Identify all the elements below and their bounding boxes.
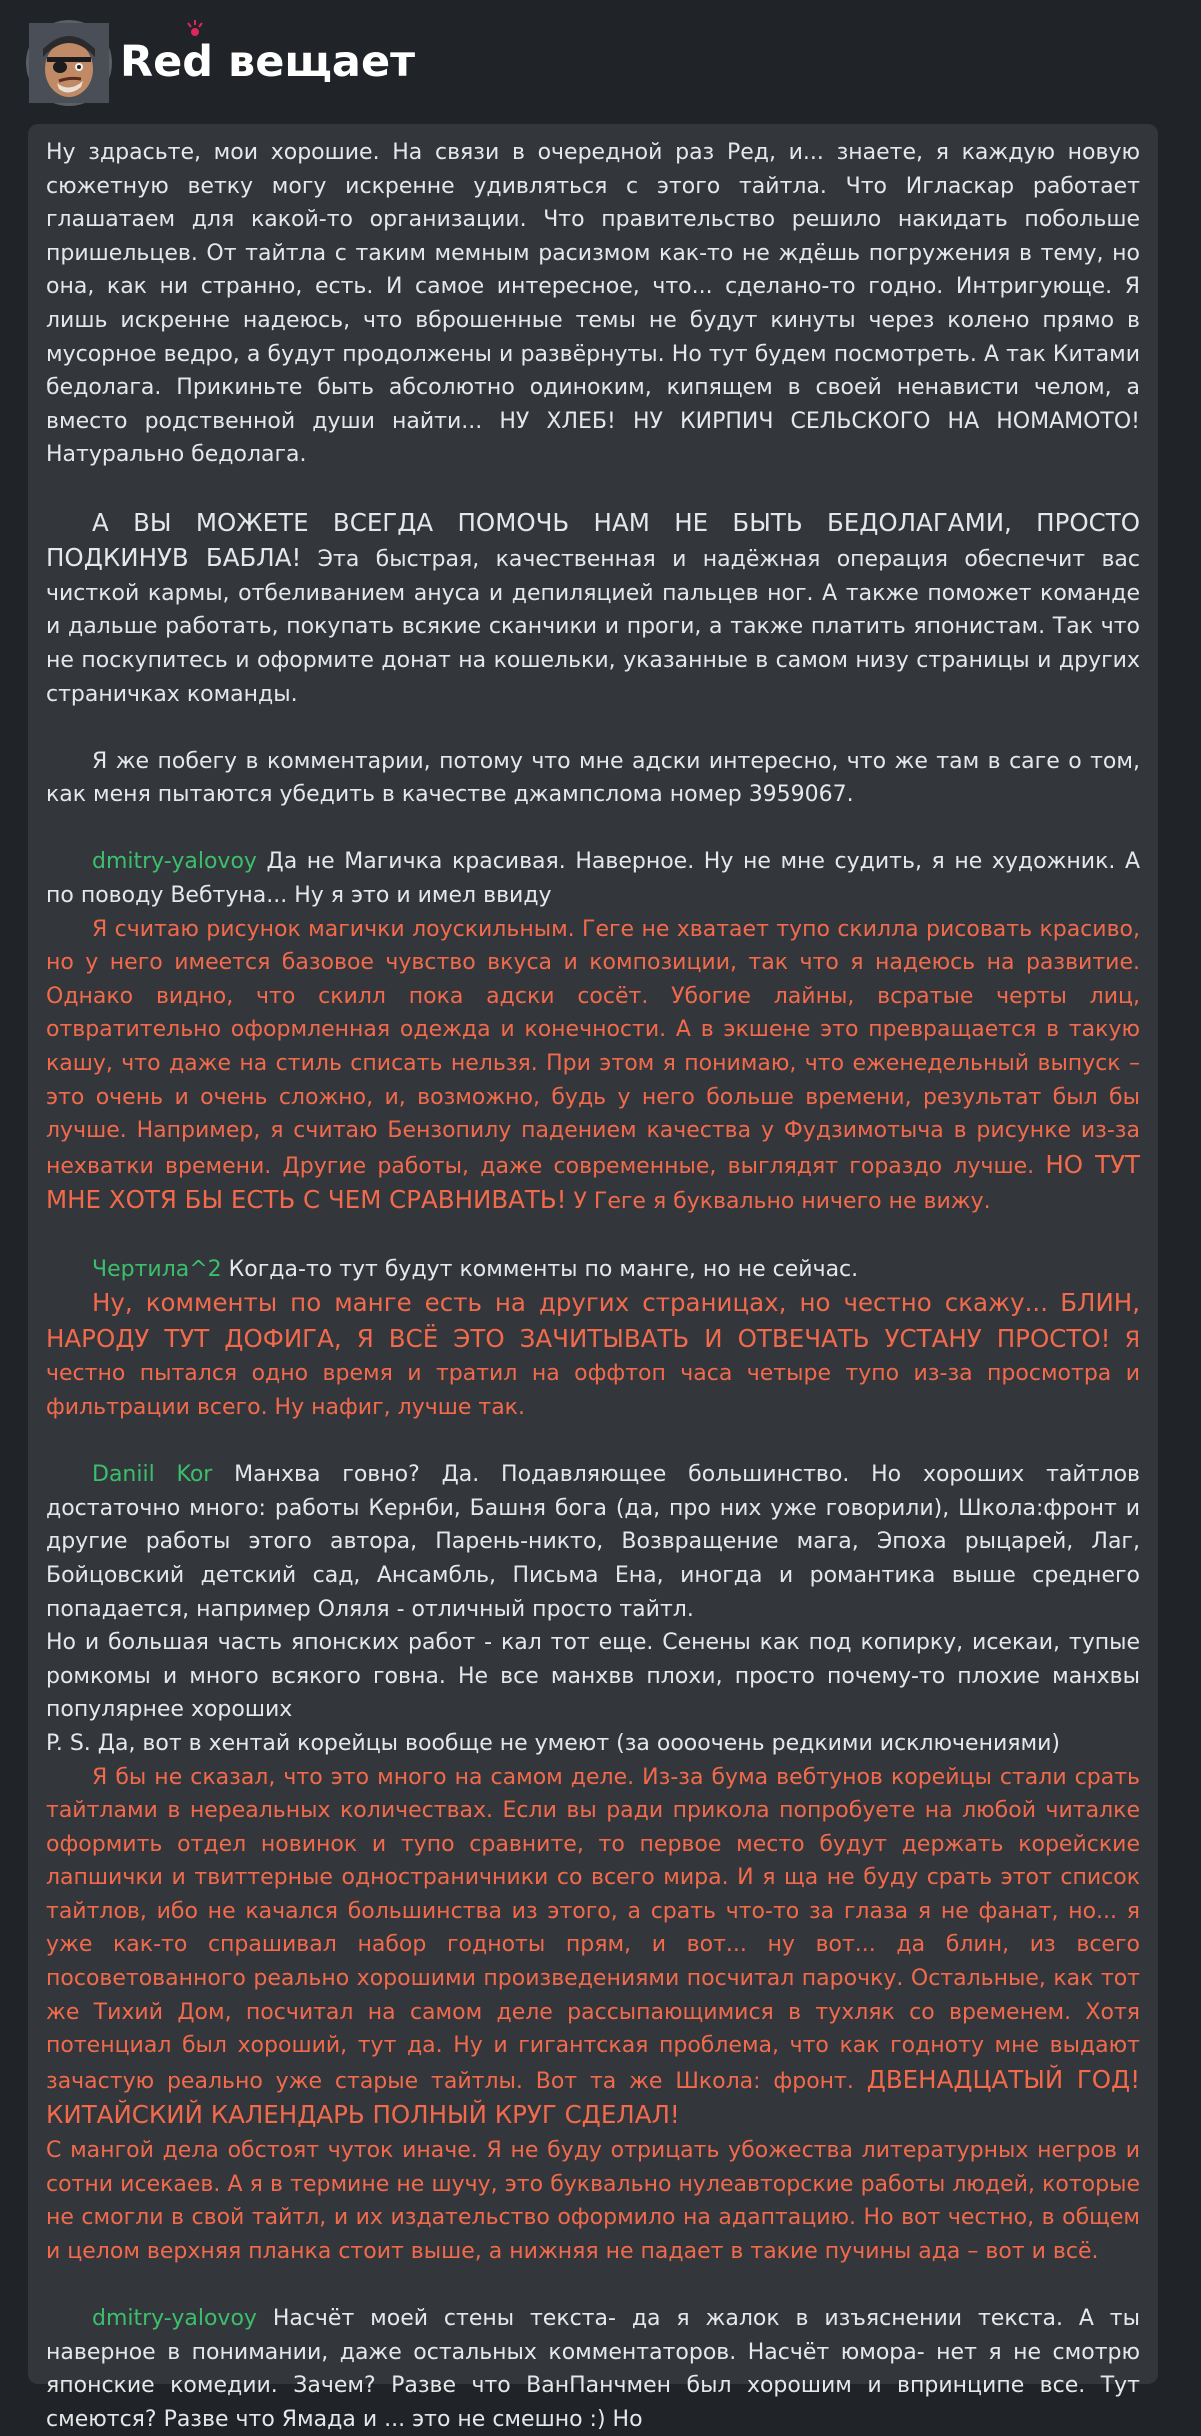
comment-text: Когда-то тут будут комменты по манге, но не сейчас. — [228, 1256, 859, 1282]
spacer — [46, 2268, 1140, 2302]
reply-caps: ДВЕНАДЦАТЫЙ ГОД! КИТАЙСКИЙ КАЛЕНДАРЬ ПОЛНЫЙ КРУГ СДЕЛАЛ! — [46, 2064, 1141, 2130]
spacer — [46, 472, 1140, 506]
spacer — [46, 1425, 1140, 1459]
reply-text: У Геге я буквально ничего не вижу. — [573, 1189, 991, 1215]
post-card — [28, 124, 1158, 2432]
comment-text: P. S. Да, вот в хентай корейцы вообще не умеют (за оооочень редкими исключениями) — [46, 1730, 1060, 1756]
author-reply — [46, 1761, 1140, 2135]
comment — [46, 1253, 1140, 1287]
comment — [46, 2302, 1140, 2436]
comment-text: Да не Магичка красивая. Наверное. Ну не мне судить, я не художник. А по поводу Вебтуна... Ну я это и имел ввиду — [46, 849, 1140, 909]
reply-text: Я считаю рисунок магички лоускильным. Геге не хватает тупо скилла рисовать красиво, но у него имеется базовое чувство вкуса и композиции, так что я надеюсь на развитие. Однако видно, что скилл пока адски сосёт. Убогие лайны, всратые черты лиц, отвратительно оформленная одежда и конечности. А в экшене это превращается в такую кашу, что даже на стиль списать нельзя. При этом я понимаю, что еженедельный выпуск – это очень и очень сложно, и, возможно, будь у него больше времени, результат был бы лучше. Например, я считаю Бензопилу падением качества у Фудзимотыча в рисунке из-за нехватки времени. Другие работы, даже современные, выглядят гораздо лучше. — [46, 916, 1140, 1179]
comment-author[interactable]: Daniil Kor — [92, 1462, 213, 1488]
comment — [46, 1458, 1140, 1626]
comment-text: Но и большая часть японских работ - кал тот еще. Сенены как под копирку, исекаи, тупые ромкомы и много всякого говна. Не все манхвв плохи, просто почему-то плохие манхвы популярнее хороших — [46, 1630, 1140, 1723]
author-reply: С мангой дела обстоят чуток иначе. Я не буду отрицать убожества литературных негров и сотни исекаев. А я в термине не шучу, это буквально нулеавторские работы людей, которые не смогли в свой тайтл, и их издательство оформило на адаптацию. Но вот честно, в общем и целом верхняя планка стоит выше, а нижняя не падает в такие пучины ада – вот и всё. — [46, 2138, 1140, 2264]
comment-author[interactable]: Чертила^2 — [92, 1256, 222, 1282]
reply-caps: БЛИН, НАРОДУ ТУТ ДОФИГА, Я ВСЁ ЭТО ЗАЧИТЫВАТЬ И ОТВЕЧАТЬ УСТАНУ ПРОСТО! — [46, 1288, 1140, 1353]
donate-caps: А ВЫ МОЖЕТЕ ВСЕГДА ПОМОЧЬ НАМ НЕ БЫТЬ БЕДОЛАГАМИ, ПРОСТО ПОДКИНУВ БАБЛА! — [46, 507, 1140, 573]
comment-author[interactable]: dmitry-yalovoy — [92, 2306, 257, 2331]
spacer — [46, 812, 1140, 846]
spacer — [46, 711, 1140, 745]
reply-text: Я бы не сказал, что это много на самом деле. Из-за бума вебтунов корейцы стали срать тайтлами в нереальных количествах. Если вы ради прикола попробуете на любой читалке оформить отдел новинок и тупо сравните, то первое место будут держать корейские лапшички и твиттерные одностраничники со всего мира. И я ща не буду срать этот список тайтлов, ибо не качался большинства из этого, а срать что-то за глаза я не фанат, но... я уже как-то спрашивал набор годноты прям, и вот... ну вот... да блин, из всего посоветованного реально хорошими произведениями посчитал парочку. Остальные, как тот же Тихий Дом, посчитал на самом деле рассыпающимися в тухляк со временем. Хотя потенциал был хороший, тут да. Ну и гигантская проблема, что как годноту мне выдают зачастую реально уже старые тайтлы. Вот та же Школа: фронт. — [46, 1764, 1140, 2094]
donate-paragraph — [46, 506, 1140, 712]
comment-text: Манхва говно? Да. Подавляющее большинство. Но хороших тайтлов достаточно много: работы Кернби, Башня бога (да, про них уже говорили), Школа:фронт и другие работы этого автора, Парень-никто, Возвращение мага, Эпоха рыцарей, Лаг, Бойцовский детский сад, Ансамбль, Письма Ена, иногда и романтика выше среднего попадается, например Оляля - отличный просто тайтл. — [46, 1462, 1140, 1622]
comment-text: Насчёт моей стены текста- да я жалок в изъяснении текста. А ты наверное в понимании, даже остальных комментаторов. Насчёт юмора- нет я не смотрю японские комедии. Зачем? Разве что ВанПанчмен был хорошим и впринципе все. Тут смеются? Разве что Ямада и ... это не смешно :) Но — [46, 2306, 1140, 2432]
avatar[interactable] — [26, 20, 112, 106]
page-title[interactable]: Red вещает — [120, 37, 416, 87]
reply-text: Ну, комменты по манге есть на других страницах, но честно скажу... — [92, 1288, 1048, 1318]
reply-caps: НО ТУТ МНЕ ХОТЯ БЫ ЕСТЬ С ЧЕМ СРАВНИВАТЬ! — [46, 1149, 1140, 1215]
author-reply — [46, 913, 1140, 1219]
blog-header — [0, 0, 1201, 122]
donate-text: Эта быстрая, качественная и надёжная операция обеспечит вас чисткой кармы, отбеливанием ануса и депиляцией пальцев ног. А также поможет команде и дальше работать, покупать всякие сканчики и проги, а также платить японистам. Так что не поскупитесь и оформите донат на кошельки, указанные в самом низу страницы и других страничках команды. — [46, 547, 1140, 707]
comment — [46, 845, 1140, 912]
comments-intro: Я же побегу в комментарии, потому что мне адски интересно, что же там в саге о том, как меня пытаются убедить в качестве джампслома номер 3959067. — [46, 748, 1140, 808]
post-intro: Ну здрасьте, мои хорошие. На связи в очередной раз Ред, и... знаете, я каждую новую сюжетную ветку могу искренне удивляться с этого тайтла. Что Игласкар работает глашатаем для какой-то организации. Что правительство решило накидать побольше пришельцев. От тайтла с таким мемным расизмом как-то не ждёшь погружения в тему, но она, как ни странно, есть. И самое интересное, что... сделано-то годно. Интригующе. Я лишь искренне надеюсь, что вброшенные темы не будут кинуты через колено прямо в мусорное ведро, а будут продолжены и развёрнуты. Но тут будем посмотреть. А так Китами бедолага. Прикиньте быть абсолютно одиноким, кипящем в своей ненависти челом, а вместо родственной души найти... НУ ХЛЕБ! НУ КИРПИЧ СЕЛЬСКОГО НА НОМАМОТО! Натурально бедолага. — [46, 140, 1140, 468]
pirate-avatar-icon — [29, 23, 109, 103]
reply-text: Я честно пытался одно время и тратил на оффтоп часа четыре тупо из-за просмотра и фильтрации всего. Ну нафиг, лучше так. — [46, 1327, 1141, 1420]
comment-author[interactable]: dmitry-yalovoy — [92, 849, 257, 875]
author-reply — [46, 1286, 1140, 1424]
spacer — [46, 1219, 1140, 1253]
